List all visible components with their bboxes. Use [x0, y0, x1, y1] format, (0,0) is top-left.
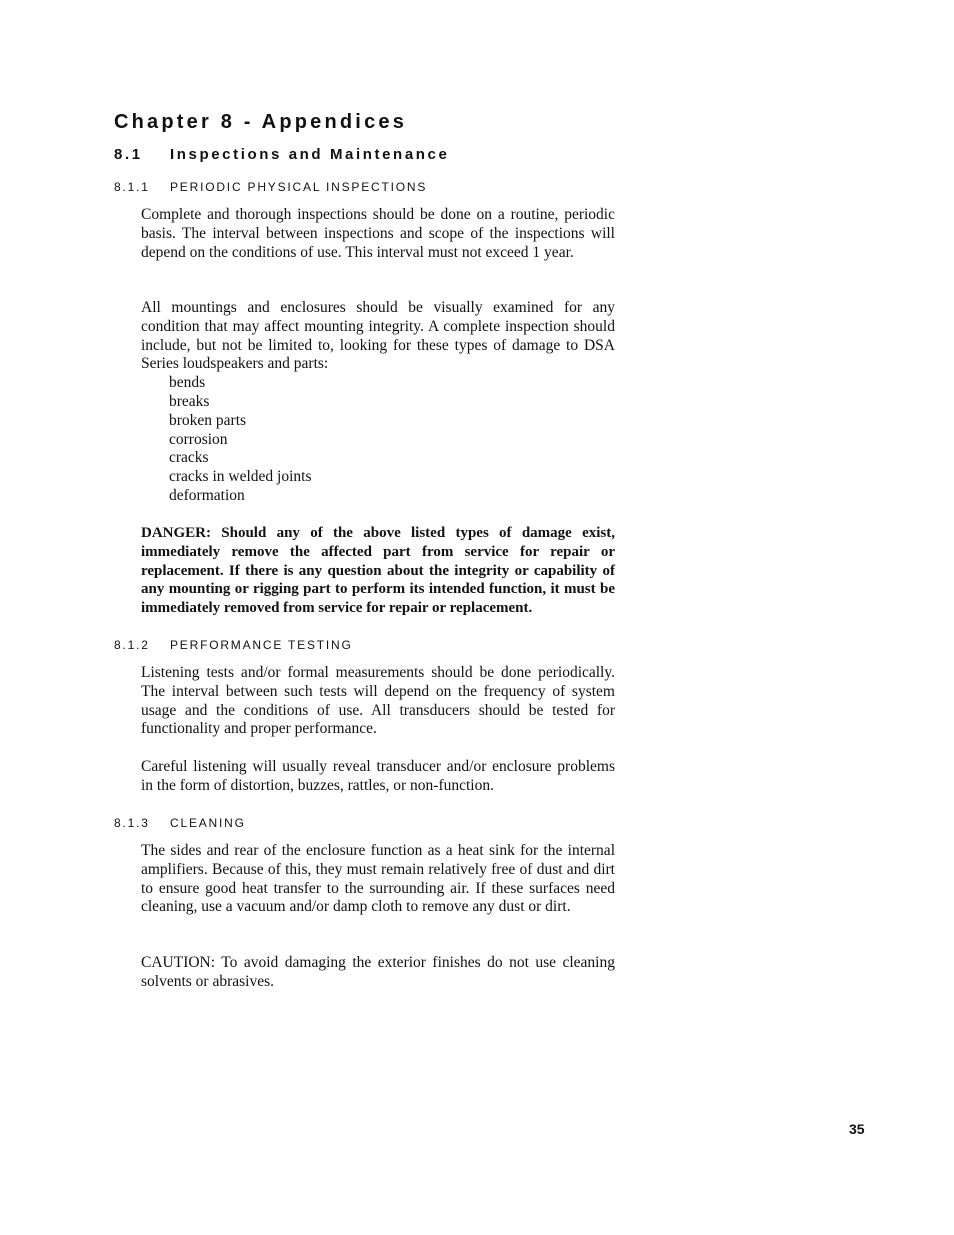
subsection-number: 8.1.3: [114, 816, 150, 830]
list-item: bends: [169, 374, 206, 392]
paragraph-careful-listening: Careful listening will usually reveal transducer and/or enclosure problems in the form of distortion, buzzes, rattles, or non-function.: [141, 758, 615, 794]
caution-note: CAUTION: To avoid damaging the exterior finishes do not use cleaning solvents or abrasives.: [141, 954, 615, 990]
section-title: Inspections and Maintenance: [170, 146, 450, 163]
section-heading: [114, 145, 449, 165]
damage-type-list: [141, 374, 615, 506]
list-item: broken parts: [169, 411, 247, 429]
list-item: deformation: [169, 486, 245, 504]
paragraph-listening-tests: Listening tests and/or formal measurements should be done periodically. The interval between such tests will depend on the frequency of system usage and the conditions of use. All transducers should be tested for functionality and proper performance.: [141, 664, 615, 738]
list-item: corrosion: [169, 430, 228, 448]
paragraph-mounting-examination: [141, 299, 615, 506]
subsection-number: 8.1.1: [114, 180, 150, 194]
section-number: 8.1: [114, 146, 143, 163]
paragraph-inspection-interval: Complete and thorough inspections should be done on a routine, periodic basis. The interval between inspections and scope of the inspections will depend on the conditions of use. This interval must not exceed 1 year.: [141, 206, 615, 261]
subsection-heading-periodic-inspections: [114, 179, 427, 195]
paragraph-heat-sink-cleaning: The sides and rear of the enclosure function as a heat sink for the internal amplifiers. Because of this, they must remain relatively free of dust and dirt to ensure good heat transfer to the surrounding air. If these surfaces need cleaning, use a vacuum and/or damp cloth to remove any dust or dirt.: [141, 842, 615, 916]
subsection-heading-performance-testing: [114, 637, 353, 653]
subsection-number: 8.1.2: [114, 638, 150, 652]
subsection-title: PERIODIC PHYSICAL INSPECTIONS: [170, 180, 428, 194]
list-item: cracks in welded joints: [169, 468, 312, 486]
subsection-title: PERFORMANCE TESTING: [170, 638, 353, 652]
list-item: cracks: [169, 449, 209, 467]
page-number: 35: [849, 1121, 865, 1137]
paragraph-text: All mountings and enclosures should be visually examined for any condition that may affect mounting integrity. A complete inspection should include, but not be limited to, looking for these types of damage to DSA Series loudspeakers and parts:: [141, 299, 615, 373]
list-item: breaks: [169, 392, 210, 410]
danger-warning: DANGER: Should any of the above listed types of damage exist, immediately remove the affected part from service for repair or replacement. If there is any question about the integrity or capability of any mounting or rigging part to perform its intended function, it must be immediately removed from service for repair or replacement.: [141, 525, 615, 617]
chapter-title: Chapter 8 - Appendices: [114, 111, 408, 133]
subsection-title: CLEANING: [170, 816, 246, 830]
subsection-heading-cleaning: [114, 815, 246, 831]
